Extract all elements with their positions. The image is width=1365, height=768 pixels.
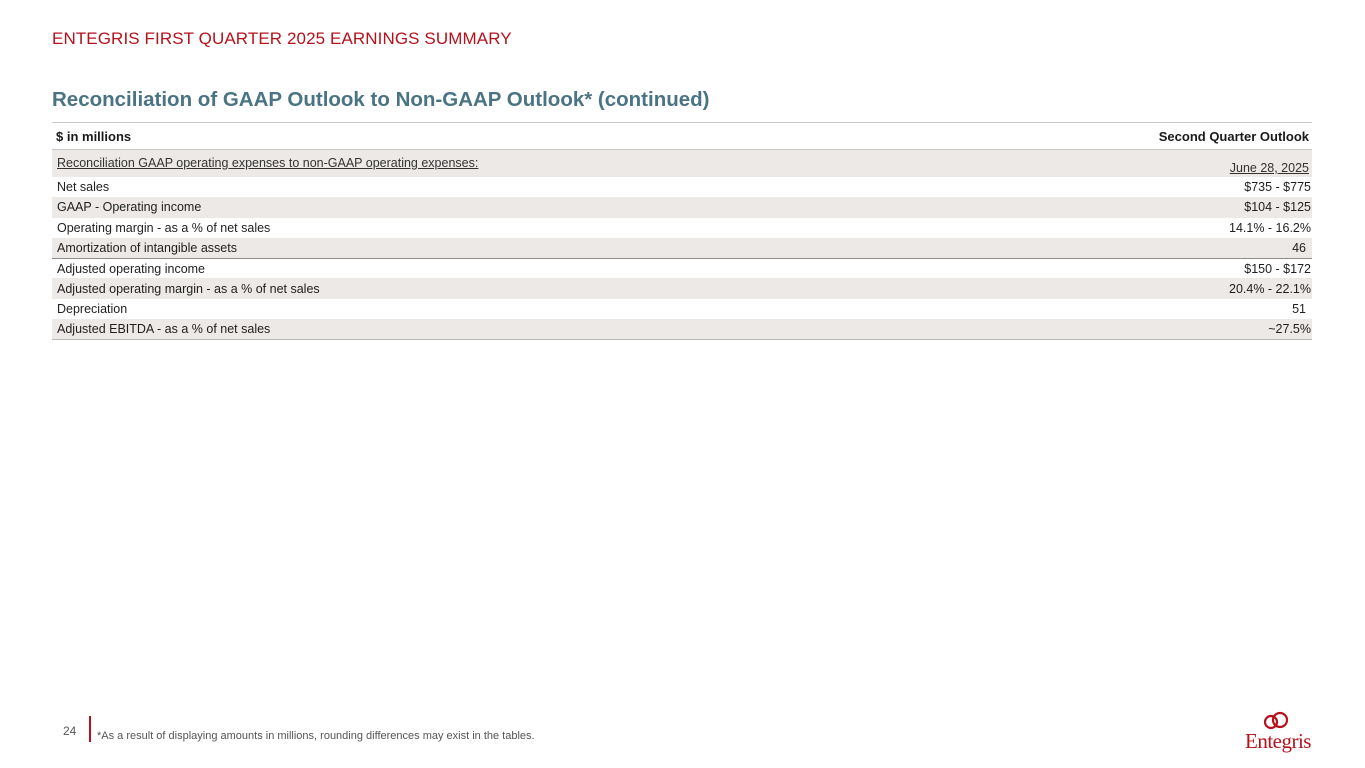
table-row [52, 319, 1312, 339]
row-label: Adjusted EBITDA - as a % of net sales [57, 322, 271, 337]
table-row [52, 238, 1312, 258]
table-row [52, 299, 1312, 319]
table-subheader [52, 150, 1312, 177]
subheader-label: Reconciliation GAAP operating expenses to non-GAAP operating expenses: [57, 156, 479, 170]
table-row [52, 278, 1312, 298]
page-number: 24 [63, 724, 77, 738]
row-label: GAAP - Operating income [57, 200, 202, 215]
row-label: Adjusted operating margin - as a % of net sales [57, 281, 320, 296]
row-label: Operating margin - as a % of net sales [57, 220, 271, 235]
row-label: Adjusted operating income [57, 261, 206, 276]
row-label: Net sales [57, 180, 110, 195]
footnote: *As a result of displaying amounts in millions, rounding differences may exist in the tables. [97, 730, 535, 742]
row-value: $150 - $172 [1244, 261, 1311, 276]
page-title: Reconciliation of GAAP Outlook to Non-GAAP Outlook* (continued) [52, 88, 710, 111]
table-row [52, 258, 1312, 278]
table-row [52, 177, 1312, 197]
column-header-outlook: Second Quarter Outlook [1158, 128, 1309, 144]
row-value: 51 [1292, 301, 1306, 316]
subheader-date: June 28, 2025 [1229, 161, 1309, 175]
row-value: 46 [1292, 241, 1306, 256]
section-header: ENTEGRIS FIRST QUARTER 2025 EARNINGS SUMMARY [52, 29, 512, 48]
reconciliation-table [52, 122, 1312, 340]
table-header [52, 123, 1312, 150]
table-row [52, 197, 1312, 217]
row-value: ~27.5% [1268, 322, 1311, 337]
row-value: $104 - $125 [1244, 200, 1311, 215]
row-label: Amortization of intangible assets [57, 241, 237, 256]
logo-text: Entegris [1245, 729, 1311, 753]
row-label: Depreciation [57, 301, 128, 316]
row-value: 14.1% - 16.2% [1229, 220, 1311, 235]
entegris-logo [1240, 710, 1316, 756]
row-value: 20.4% - 22.1% [1229, 281, 1311, 296]
row-value: $735 - $775 [1244, 180, 1311, 195]
footer-divider [89, 716, 91, 742]
column-header-units: $ in millions [56, 128, 132, 144]
table-body [52, 177, 1312, 339]
table-row [52, 218, 1312, 238]
